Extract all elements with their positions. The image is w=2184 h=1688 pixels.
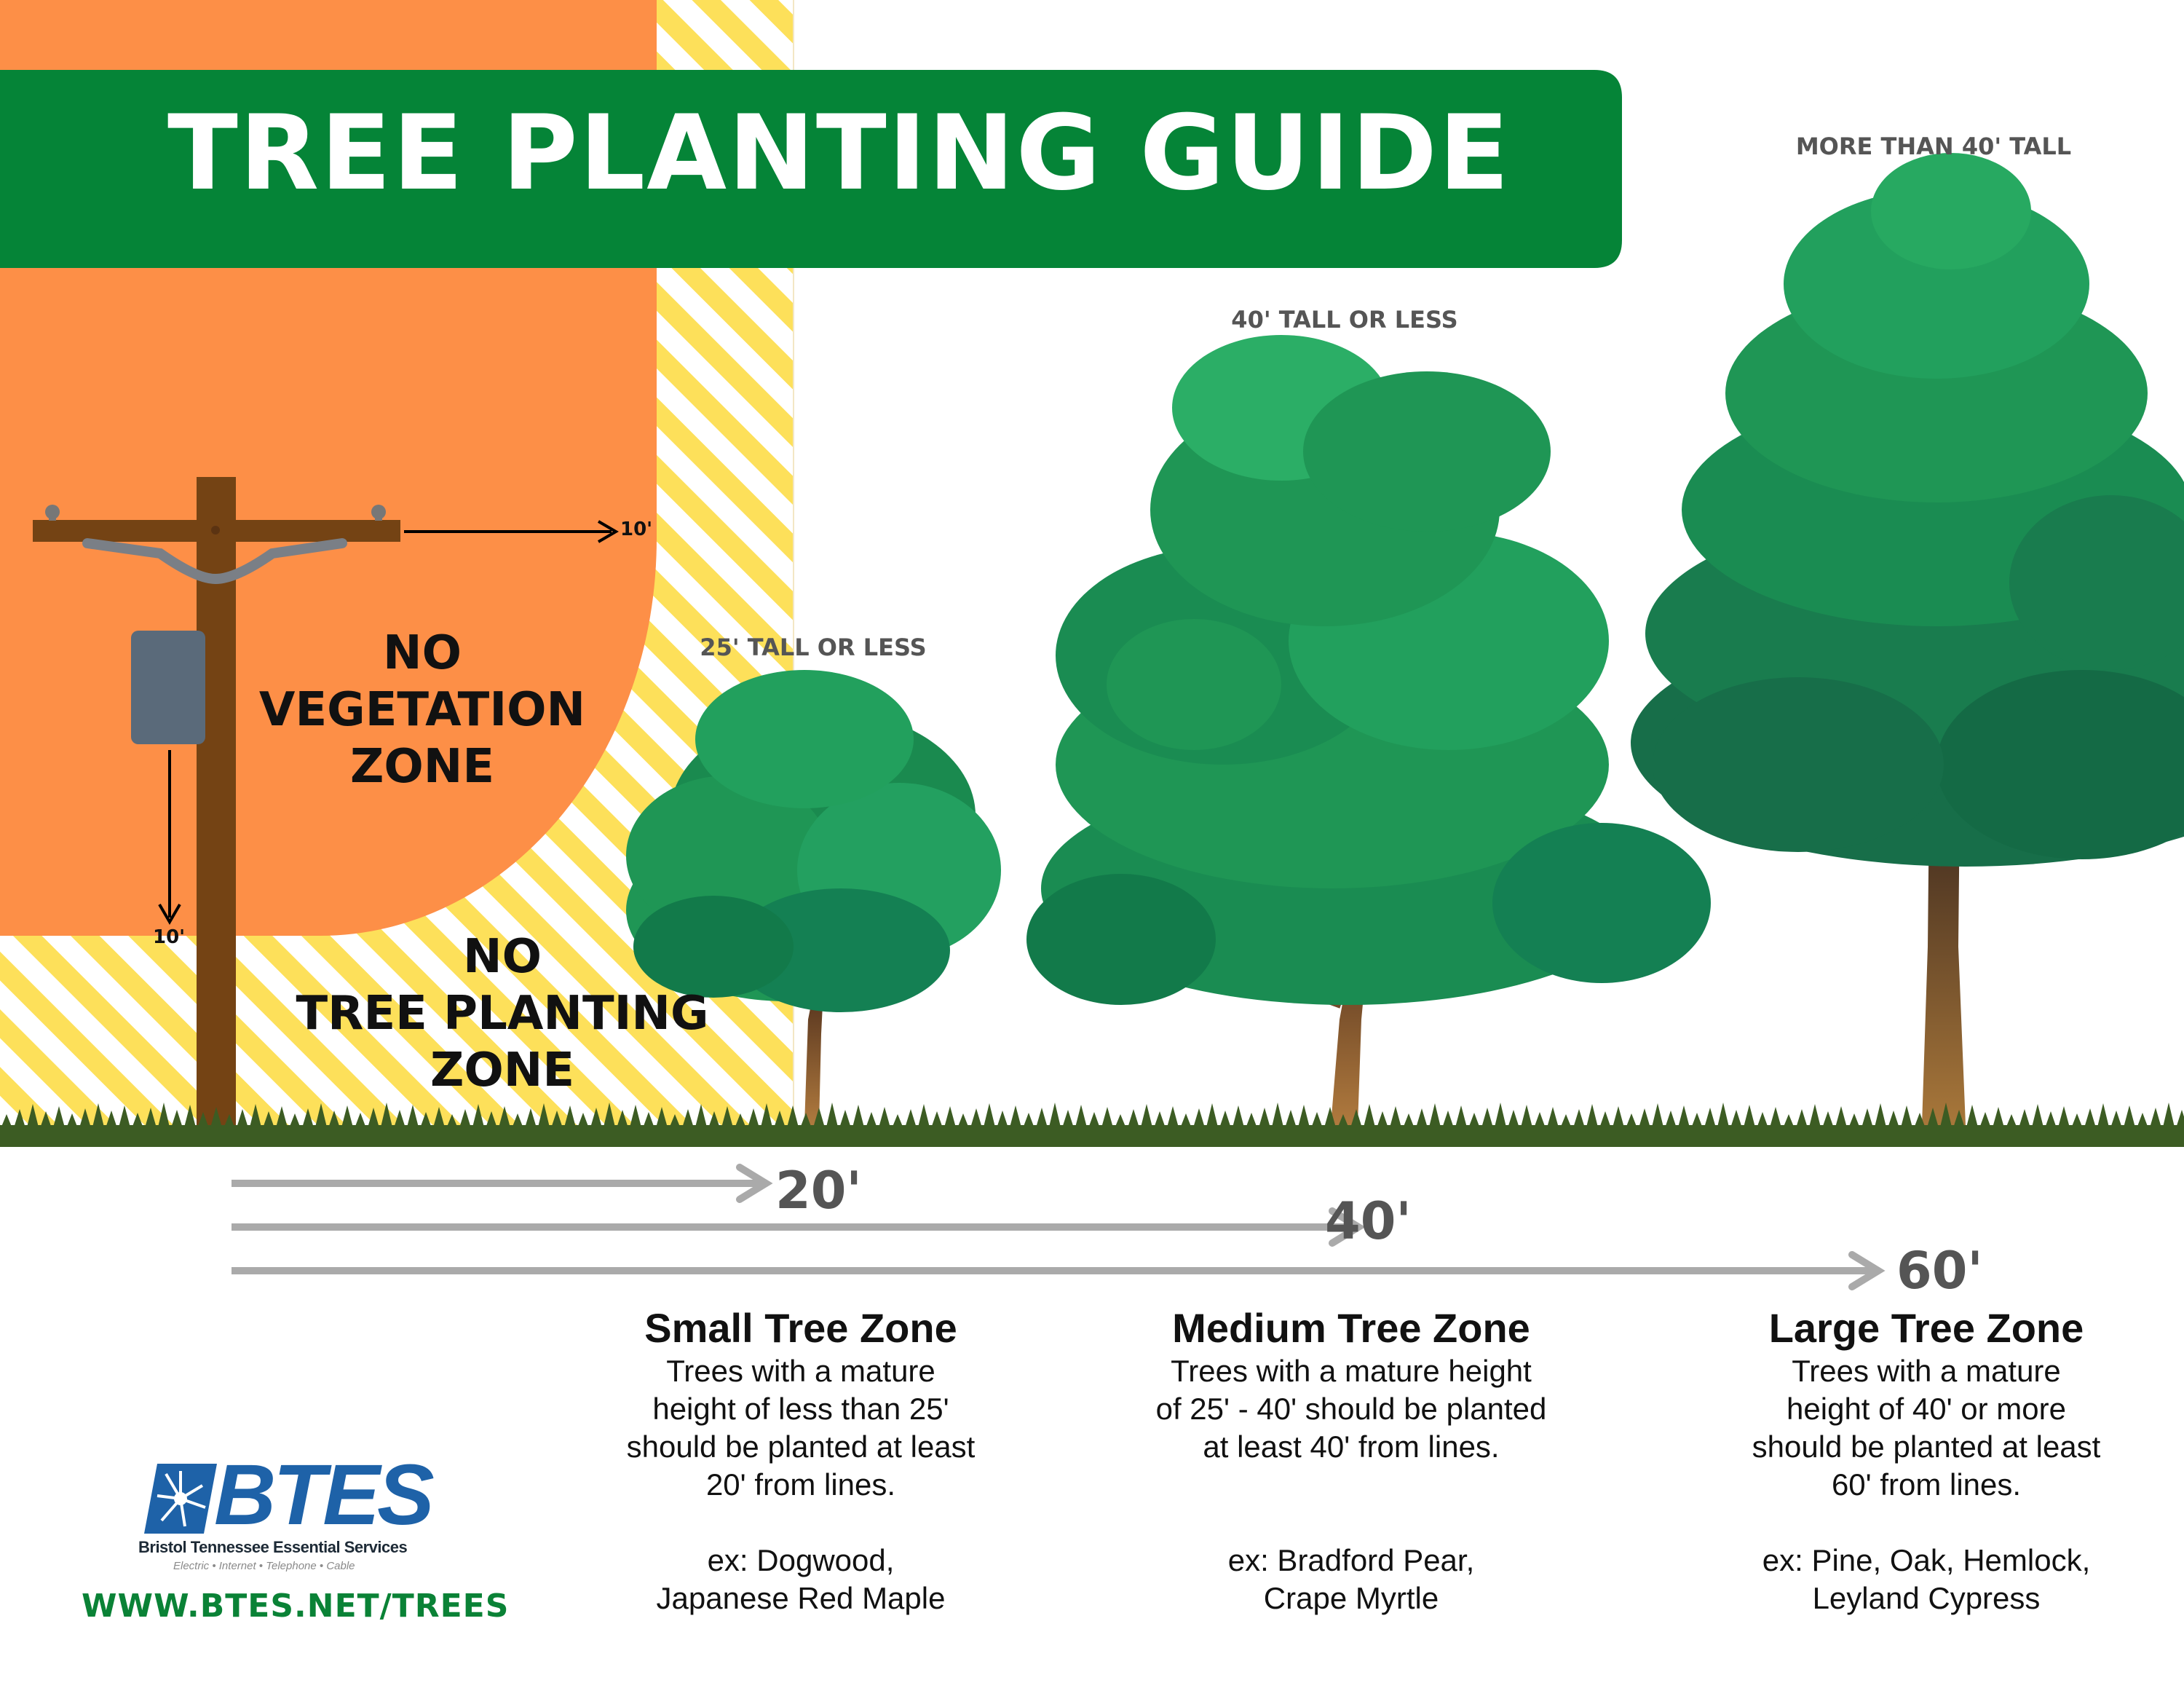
no-vegetation-zone-label: NO VEGETATION ZONE <box>258 626 586 794</box>
horizontal-clearance-label: 10' <box>620 518 653 540</box>
large-tree-height-label: MORE THAN 40' TALL <box>1795 133 2072 160</box>
distance-arrow <box>232 1255 1878 1287</box>
medium-tree <box>1026 335 1711 1125</box>
zone-example-line: Crape Myrtle <box>1263 1581 1439 1616</box>
logo-name: BTES <box>214 1447 432 1543</box>
medium-tree-height-label: 40' TALL OR LESS <box>1231 306 1458 334</box>
small-tree-zone <box>568 1304 1034 1617</box>
zone-example-line: Japanese Red Maple <box>656 1581 946 1616</box>
vertical-clearance-label: 10' <box>153 926 186 948</box>
zone-example-line: ex: Bradford Pear, <box>1227 1543 1475 1578</box>
zone-example-line: ex: Pine, Oak, Hemlock, <box>1762 1543 2091 1578</box>
zone-example-line: ex: Dogwood, <box>707 1543 895 1578</box>
logo-tagline: Electric • Internet • Telephone • Cable <box>173 1560 355 1572</box>
zone-example-line: Leyland Cypress <box>1812 1581 2041 1616</box>
zone-title: Medium Tree Zone <box>1172 1305 1530 1351</box>
zone-description-line: Trees with a mature <box>1792 1354 2061 1389</box>
logo-full-name: Bristol Tennessee Essential Services <box>138 1538 408 1556</box>
zone-description-line: 60' from lines. <box>1831 1467 2022 1502</box>
zone-description-line: height of less than 25' <box>652 1392 949 1427</box>
distance-label-60: 60' <box>1896 1241 1983 1301</box>
distance-arrow <box>232 1167 766 1199</box>
page-title: TREE PLANTING GUIDE <box>167 93 1511 213</box>
zone-description-line: Trees with a mature <box>666 1354 935 1389</box>
zone-description-line: height of 40' or more <box>1787 1392 2066 1427</box>
zone-title: Large Tree Zone <box>1768 1305 2084 1351</box>
distance-label-20: 20' <box>775 1161 862 1220</box>
no-tree-planting-zone-label: NO TREE PLANTING ZONE <box>296 930 709 1098</box>
zone-description-line: Trees with a mature height <box>1171 1354 1532 1389</box>
zone-description-line: should be planted at least <box>626 1429 976 1464</box>
large-tree <box>1631 153 2184 1125</box>
zone-description-line: at least 40' from lines. <box>1203 1429 1500 1464</box>
zone-description-line: of 25' - 40' should be planted <box>1155 1392 1547 1427</box>
zone-description-line: 20' from lines. <box>705 1467 896 1502</box>
zone-description-line: should be planted at least <box>1752 1429 2101 1464</box>
small-tree-height-label: 25' TALL OR LESS <box>700 634 927 661</box>
website-url[interactable]: WWW.BTES.NET/TREES <box>82 1588 510 1625</box>
distance-arrows <box>232 1161 1878 1287</box>
medium-tree-zone <box>1118 1304 1584 1617</box>
logo-emblem-icon <box>144 1464 217 1534</box>
large-tree-zone <box>1693 1304 2159 1617</box>
distance-label-40: 40' <box>1325 1191 1412 1251</box>
zone-title: Small Tree Zone <box>644 1305 957 1351</box>
